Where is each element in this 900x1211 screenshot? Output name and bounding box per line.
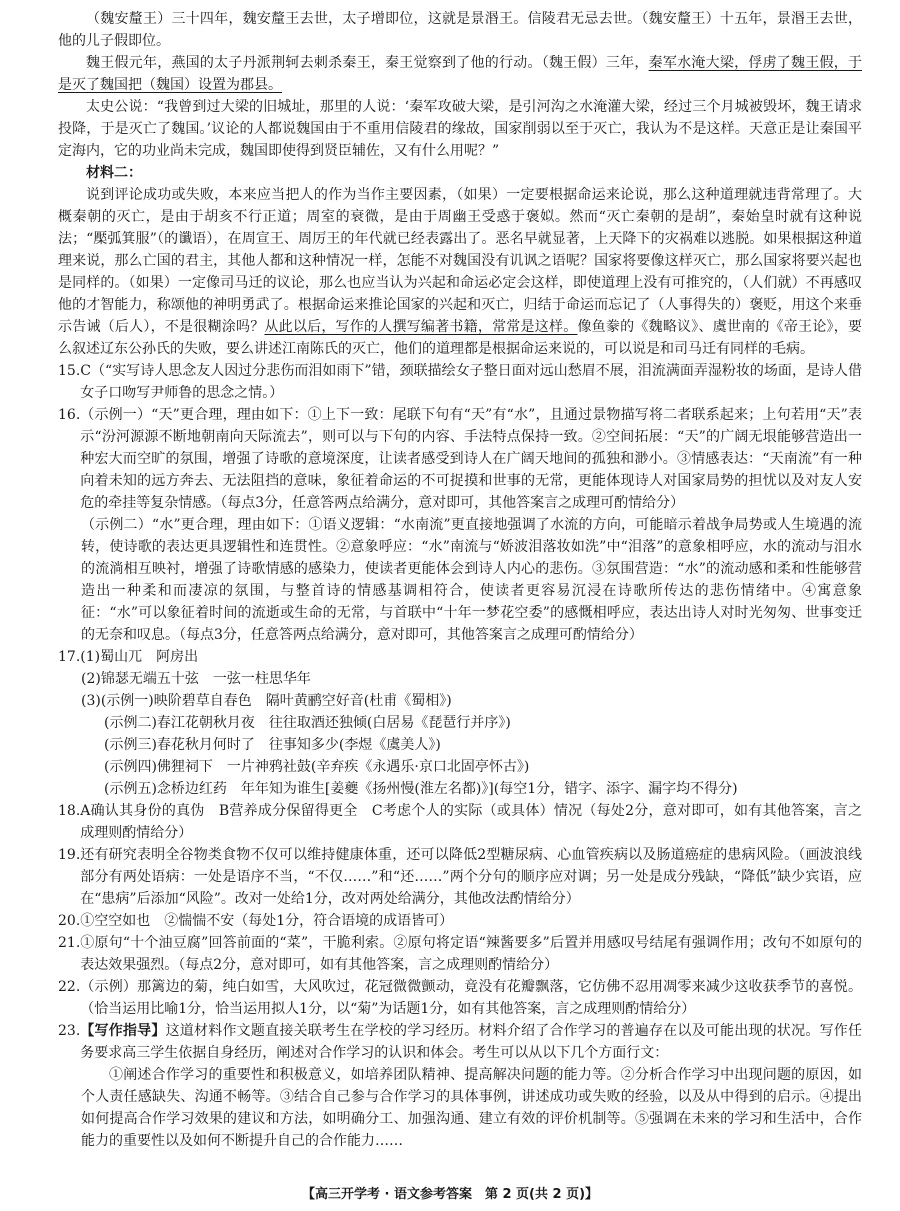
answer-page	[58, 8, 862, 1152]
answer-number: 17.	[58, 649, 81, 665]
answer-19	[58, 844, 862, 910]
answer-text: 还有研究表明全谷物类食物不仅可以维持健康体重，还可以降低2型糖尿病、心血管疾病以及肠道癌症的患病风险。（画波浪线部分有两处语病：一处是语序不当，“不仅……”和“还……”两个分句的顺序应对调；另一处是成分残缺，“降低”缺少宾语，应在“患病”后添加“风险”。改对一处给1分，改对两处给满分，其他改法酌情给分）	[80, 847, 862, 907]
answer-text: （示例一）“天”更合理，理由如下：①上下一致：尾联下句有“天”有“水”，且通过景物描写将二者联系起来；上句若用“天”表示“汾河源源不断地朝南向天际流去”，则可以与下句的内容、手法特点保持一致。②空间拓展：“天”的广阔无垠能够营造出一种宏大而空旷的氛围，增强了诗歌的意境深度，让读者感受到诗人在广阔天地间的孤独和渺小。③情感表达：“天南流”有一种向着未知的远方奔去、无法阻挡的意味，象征着命运的不可捉摸和世事的无常，更能体现诗人对国家局势的担忧以及对友人安危的牵挂等复杂情感。（每点3分，任意答两点给满分，意对即可，其他答案言之成理可酌情给分）	[80, 407, 862, 511]
answer-16	[58, 404, 862, 514]
answer-17	[58, 646, 862, 668]
answer-17-line-3: (3)(示例一)映阶碧草自春色 隔叶黄鹂空好音(杜甫《蜀相》)	[81, 693, 452, 709]
answer-21	[58, 932, 862, 976]
answer-number: 20.	[58, 913, 81, 929]
answer-text: （示例）那篱边的菊，纯白如雪，大风吹过，花冠微微颤动，竟没有花瓣飘落，它仿佛不忍用凋零来减少这收获季节的喜悦。（恰当运用比喻1分，恰当运用拟人1分，以“菊”为话题1分，如有其他答案，言之成理则酌情给分）	[80, 979, 862, 1017]
answer-18	[58, 800, 862, 844]
writing-guide-text: 这道材料作文题直接关联考生在学校的学习经历。材料介绍了合作学习的普遍存在以及可能出现的状况。写作任务要求高三学生依据自身经历，阐述对合作学习的认识和体会。考生可以从以下几个方面行文：	[80, 1023, 863, 1061]
material2-heading: 材料二：	[86, 165, 142, 181]
material2-paragraph	[58, 184, 862, 360]
material1-paragraph-2	[58, 52, 862, 96]
answer-22	[58, 976, 862, 1020]
answer-number: 15.	[58, 363, 81, 379]
answer-17-line-2: (2)锦瑟无端五十弦 一弦一柱思华年	[81, 671, 311, 687]
answer-23	[58, 1020, 862, 1064]
answer-line: (1)蜀山兀 阿房出	[80, 649, 199, 665]
material2-text-b: 像鱼豢的《魏略议》、虞世南的《帝王论》，要么叙述辽东公孙氏的失败，要么讲述江南陈氏的灭亡，他们的道理都是根据命运来说的，可以说是和司马迁有同样的毛病。	[58, 319, 863, 357]
answer-17-line-4: (示例二)春江花朝秋月夜 往往取酒还独倾(白居易《琵琶行并序》)	[104, 715, 511, 731]
answer-number: 21.	[58, 935, 81, 951]
answer-17-line-5: (示例三)春花秋月何时了 往事知多少(李煜《虞美人》)	[104, 737, 441, 753]
answer-17-line-7: (示例五)念桥边红药 年年知为谁生[姜夔《扬州慢(淮左名都)》](每空1分，错字、添字、漏字均不得分)	[104, 781, 738, 797]
answer-text: （示例二）“水”更合理，理由如下：①语义逻辑：“水南流”更直接地强调了水流的方向，可能暗示着战争局势或人生境遇的流转，使诗歌的表达更具逻辑性和连贯性。②意象呼应：“水”南流与“娇波泪落妆如洗”中“泪落”的意象相呼应，水的流动与泪水的流淌相互映衬，增强了诗歌情感的感染力，使读者更能体会到诗人内心的悲伤。③氛围营造：“水”的流动感和柔和性能够营造出一种柔和而凄凉的氛围，与整首诗的情感基调相符合，使读者更容易沉浸在诗歌所传达的悲伤情绪中。④寓意象征：“水”可以象征着时间的流逝或生命的无常，与首联中“十年一梦花空委”的感慨相呼应，表达出诗人对时光匆匆、世事变迁的无奈和叹息。（每点3分，任意答两点给满分，意对即可，其他答案言之成理可酌情给分）	[81, 517, 862, 643]
answer-15	[58, 360, 862, 404]
answer-text: ①空空如也 ②惴惴不安（每处1分，符合语境的成语皆可）	[80, 913, 454, 929]
answer-text	[80, 1020, 862, 1064]
material1-paragraph-2-text: 魏王假元年，燕国的太子丹派荆轲去刺杀秦王，秦王觉察到了他的行动。（魏王假）三年，	[86, 55, 649, 71]
answer-number: 18.	[58, 803, 81, 819]
writing-guide-tag: 【写作指导】	[80, 1023, 166, 1039]
material1-paragraph-3: 太史公说：“我曾到过大梁的旧城址，那里的人说：‘秦军攻破大梁，是引河沟之水淹灌大梁，经过三个月城被毁坏，魏王请求投降，于是灭亡了魏国。’议论的人都说魏国由于不重用信陵君的缘故，国家削弱以至于灭亡，我认为不是这样。天意正是让秦国平定海内，它的功业尚未完成，魏国即使得到贤臣辅佐，又有什么用呢？”	[58, 99, 862, 159]
answer-17-line-6: (示例四)佛狸祠下 一片神鸦社鼓(辛弃疾《永遇乐·京口北固亭怀古》)	[104, 759, 530, 775]
answer-number: 19.	[58, 847, 81, 863]
answer-16-example-2	[58, 514, 862, 646]
answer-number: 16.	[58, 407, 81, 423]
answer-text: A确认其身份的真伪 B营养成分保留得更全 C考虑个人的实际（或具体）情况（每处2分，意对即可，如有其他答案，言之成理则酌情给分）	[80, 803, 862, 841]
answer-text: ①原句“十个油豆腐”回答前面的“菜”，干脆利索。②原句将定语“辣酱要多”后置并用感叹号结尾有强调作用；改句不如原句的表达效果强烈。（每点2分，意对即可，如有其他答案，言之成理则酌情给分）	[80, 935, 862, 973]
page-footer: 【高三开学考 · 语文参考答案 第 2 页(共 2 页)】	[301, 1187, 599, 1202]
answer-text: C（“实写诗人思念友人因过分悲伤而泪如雨下”错，颈联描绘女子整日面对远山愁眉不展，泪流满面弄湿粉妆的场面，是诗人借女子口吻写尹师鲁的思念之情。）	[80, 363, 862, 401]
material2-text-a: 说到评论成功或失败，本来应当把人的作为当作主要因素，（如果）一定要根据命运来论说，那么这种道理就违背常理了。大概秦朝的灭亡，是由于胡亥不行正道；周室的衰微，是由于周幽王受惑于褒姒。然而“灭亡秦朝的是胡”，秦始皇时就有这种说法；“檿弧箕服”（的谶语），在周宣王、周厉王的年代就已经表露出了。恶名早就显著，上天降下的灾祸难以逃脱。如果根据这种道理来说，那么亡国的君主，其他人都和这种情况一样，怎能不对魏国没有讥讽之语呢？国家将要像这样灭亡，那么国家将要兴起也是同样的。（如果）一定像司马迁的议论，那么也应当认为兴起和命运必定会这样，即使道理上没有可推究的，（人们就）不再感叹他的才智能力，称颂他的神明勇武了。根据命运来推论国家的兴起和灭亡，归结于命运而忘记了（人事得失的）褒贬，用这个来垂示告诫（后人），不是很糊涂吗？	[58, 187, 862, 335]
underlined-sentence: 秦军水淹大梁，俘虏了魏王假，于是灭了魏国把（魏国）设置为郡县。	[58, 55, 863, 93]
material1-paragraph-1: （魏安釐王）三十四年，魏安釐王去世，太子增即位，这就是景湣王。信陵君无忌去世。（魏安釐王）十五年，景湣王去世，他的儿子假即位。	[58, 11, 862, 49]
answer-number: 22.	[58, 979, 81, 995]
answer-23-points: ①阐述合作学习的重要性和积极意义，如培养团队精神、提高解决问题的能力等。②分析合作学习中出现问题的原因，如个人责任感缺失、沟通不畅等。③结合自己参与合作学习的具体事例，讲述成功或失败的经验，以及从中得到的启示。④提出如何提高合作学习效果的建议和方法，如明确分工、加强沟通、建立有效的评价机制等。⑤强调在未来的学习和生活中，合作能力的重要性以及如何不断提升自己的合作能力……	[81, 1067, 862, 1149]
underlined-sentence: 从此以后，写作的人撰写编著书籍，常常是这样。	[264, 319, 578, 335]
answer-number: 23.	[58, 1023, 81, 1039]
answer-20	[58, 910, 862, 932]
